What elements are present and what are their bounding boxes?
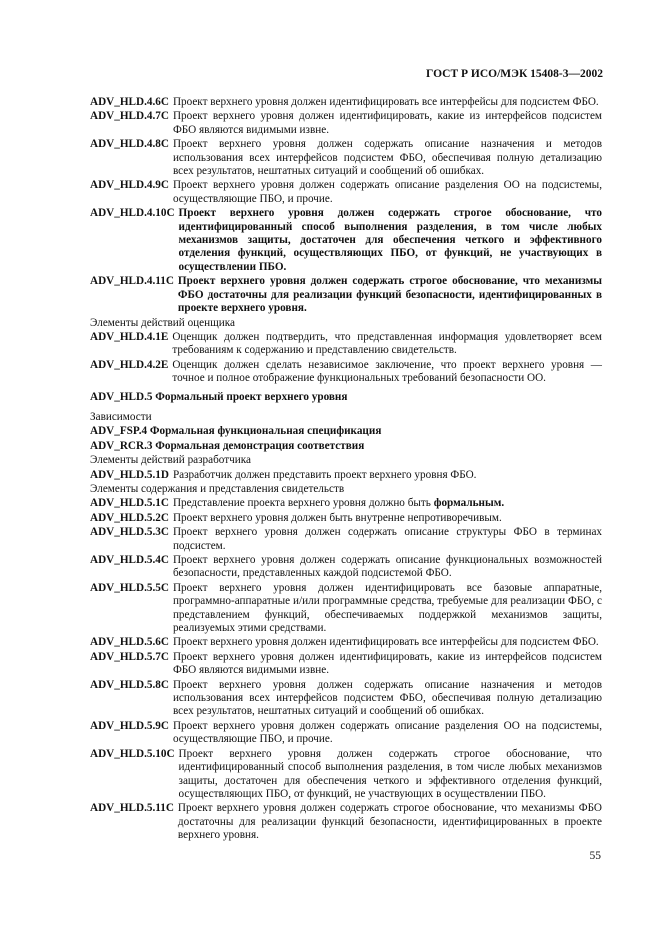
requirement-text: Проект верхнего уровня должен быть внутренне непротиворечивым. [172,511,502,524]
requirement-code: ADV_HLD.5.1D [90,468,169,481]
requirement-entry [90,207,602,274]
requirement-text: Проект верхнего уровня должен идентифицировать все интерфейсы для подсистем ФБО. [172,96,599,108]
requirement-code: ADV_HLD.4.10C [90,207,175,220]
requirement-text: Проект верхнего уровня должен содержать описание функциональных возможностей безопасности, представленных каждой подсистемой ФБО. [172,554,602,580]
requirement-text: Оценщик должен сделать независимое заключение, что проект верхнего уровня — точное и полное отображение функциональных требований безопасности ОО. [172,358,602,385]
requirement-code: ADV_HLD.5.3C [90,526,169,539]
requirement-entry [90,275,602,315]
page-number: 55 [589,850,601,862]
content-entry [90,636,602,649]
requirement-text: Проект верхнего уровня должен содержать описание разделения ОО на подсистемы, осуществляющие ПБО, и прочие. [172,719,602,746]
evaluator-heading: Элементы действий оценщика [90,316,235,329]
requirement-code: ADV_HLD.5.4C [90,554,169,566]
content-entry [90,497,602,510]
requirement-text: Проект верхнего уровня должен идентифицировать все базовые аппаратные, программно-аппаратные и/или программные средства, требуемые для реализации ФБО, с представлением функций, обеспечиваемых поддержкой механизмов защиты, реализуемых этими средствами. [172,581,602,635]
requirement-entry [90,138,602,178]
dependencies-label: Зависимости [90,410,152,423]
content-entry [90,748,602,802]
requirement-text: Оценщик должен подтвердить, что представленная информация удовлетворяет всем требованиям к содержанию и представлению свидетельств. [172,330,602,357]
requirement-code: ADV_HLD.5.1C [90,497,169,510]
requirement-code: ADV_HLD.5.6C [90,636,169,649]
requirement-text: Проект верхнего уровня должен содержать описание разделения ОО на подсистемы, осуществляющие ПБО, и прочие. [172,179,602,205]
requirement-code: ADV_HLD.4.8C [90,138,169,151]
content-entry [90,651,602,678]
document-body [90,96,602,844]
content-entry [90,582,602,636]
requirement-text: Проект верхнего уровня должен идентифицировать, какие из интерфейсов подсистем ФБО являются видимыми извне. [172,650,602,677]
requirement-code: ADV_HLD.4.7C [90,110,169,123]
content-heading: Элементы содержания и представления свидетельств [90,482,345,495]
content-entry [90,554,602,581]
requirement-text [173,497,602,510]
requirement-entry [90,96,602,109]
requirement-code: ADV_HLD.5.5C [90,581,169,594]
requirement-code: ADV_HLD.5.2C [90,511,169,524]
requirement-code: ADV_HLD.4.1E [90,330,169,343]
requirement-text: Проект верхнего уровня должен содержать строгое обоснование, что идентифицированный способ выполнения разделения, в том числе любых механизмов защиты, достаточен для обеспечения четкого и эффективного отделения функций, осуществляющих ПБО, от функций, не участвующих в осуществлении ПБО. [178,747,602,800]
emphasis-formal: формальным [433,497,502,510]
requirement-code: ADV_HLD.5.9C [90,719,169,732]
requirement-text: Проект верхнего уровня должен содержать строгое обоснование, что механизмы ФБО достаточны для реализации функций безопасности, идентифицированных в проекте верхнего уровня. [177,802,602,842]
requirement-text: Проект верхнего уровня должен содержать строгое обоснование, что идентифицированный способ выполнения разделения, в том числе любых механизмов защиты, достаточен для обеспечения четкого и эффективного отделения функций, осуществляющих ПБО, от функций, не участвующих в осуществлении ПБО. [178,207,602,273]
requirement-text: Проект верхнего уровня должен содержать описание назначения и методов использования всех интерфейсов подсистем ФБО, обеспечивая полную детализацию всех результатов, нештатных ситуаций и сообщений об ошибках. [172,138,602,178]
emphasis-period: . [501,497,505,510]
requirement-entry [90,110,602,137]
evaluator-entry [90,359,602,386]
requirement-text: Проект верхнего уровня должен содержать строгое обоснование, что механизмы ФБО достаточны для реализации функций безопасности, идентифицированных в проекте верхнего уровня. [177,275,602,315]
requirement-code: ADV_HLD.5.11C [90,802,174,815]
requirement-text: Проект верхнего уровня должен идентифицировать, какие из интерфейсов подсистем ФБО являются видимыми извне. [172,110,602,136]
requirement-text: Разработчик должен представить проект верхнего уровня ФБО. [172,468,477,481]
content-entry [90,512,602,525]
requirement-code: ADV_HLD.4.11C [90,275,174,288]
developer-heading: Элементы действий разработчика [90,454,251,467]
dependency-item: ADV_FSP.4 Формальная функциональная спецификация [90,425,382,438]
content-entry [90,720,602,747]
requirement-entry [90,179,602,206]
evaluator-entry [90,331,602,358]
dependency-item: ADV_RCR.3 Формальная демонстрация соответствия [90,439,365,452]
requirement-code: ADV_HLD.5.8C [90,678,169,691]
component-heading: ADV_HLD.5 Формальный проект верхнего уровня [90,390,348,403]
requirement-text: Проект верхнего уровня должен содержать описание структуры ФБО в терминах подсистем. [172,526,602,552]
content-entry [90,679,602,719]
requirement-text: Проект верхнего уровня должен идентифицировать все интерфейсы для подсистем ФБО. [172,636,599,649]
document-header: ГОСТ Р ИСО/МЭК 15408-3—2002 [426,68,603,80]
requirement-code: ADV_HLD.5.10C [90,747,175,760]
content-entry [90,526,602,553]
requirement-text: Проект верхнего уровня должен содержать описание назначения и методов использования всех интерфейсов подсистем ФБО, обеспечивая полную детализацию всех результатов, нештатных ситуаций и сообщений об ошибках. [172,678,602,718]
requirement-text-main: Представление проекта верхнего уровня должно быть [172,497,431,510]
requirement-code: ADV_HLD.4.2E [90,358,169,371]
requirement-code: ADV_HLD.4.6C [90,96,169,108]
developer-entry [90,469,602,482]
content-entry [90,802,602,842]
requirement-code: ADV_HLD.4.9C [90,179,169,192]
requirement-code: ADV_HLD.5.7C [90,650,169,663]
